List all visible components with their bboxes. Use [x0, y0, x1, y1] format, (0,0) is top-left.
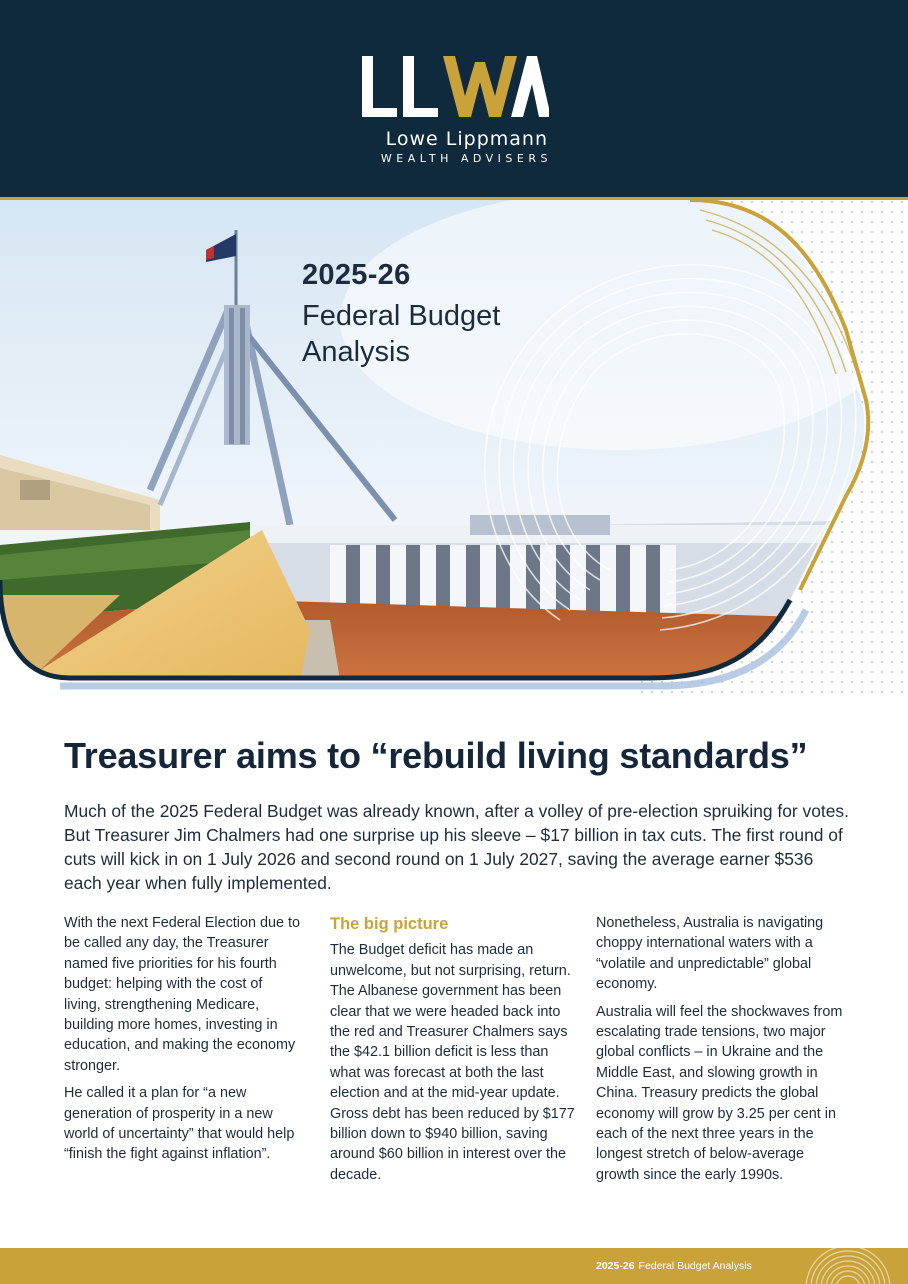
- article-column-2: [330, 913, 580, 1192]
- hero-banner: [0, 200, 908, 700]
- logo-tagline: WEALTH ADVISERS: [380, 152, 552, 165]
- column-3-paragraph-2: Australia will feel the shockwaves from escalating trade tensions, two major global conflicts – in Ukraine and the Middle East, and slowing growth in China. Treasury predicts the global economy will grow by 3.25 per cent in each of the next three years in the longest stretch of below-average growth since the early 1990s.: [596, 1003, 843, 1183]
- hero-title-line-1: Federal Budget: [302, 300, 501, 332]
- logo-company-name: Lowe Lippmann: [385, 128, 548, 150]
- article-intro: Much of the 2025 Federal Budget was already known, after a volley of pre-election spruiking for votes. But Treasurer Jim Chalmers had one surprise up his sleeve – $17 billion in tax cuts. The first round of cuts will kick in on 1 July 2026 and second round on 1 July 2027, saving the average earner $536 each year when fully implemented.: [64, 801, 849, 893]
- hero-title: [302, 259, 500, 370]
- hero-title-line-2: Analysis: [302, 336, 410, 368]
- footer-swirl-decoration: [778, 1248, 908, 1284]
- company-logo: [356, 52, 552, 165]
- footer-title: Federal Budget Analysis: [638, 1260, 752, 1272]
- footer-year: 2025-26: [596, 1260, 635, 1272]
- column-2-paragraph-1: The Budget deficit has made an unwelcome, but not surprising, return. The Albanese government has been clear that we were headed back into the red and Treasurer Chalmers says the $42.1 billion deficit is less than what was forecast at both the last election and at the mid-year update. Gross debt has been reduced by $177 billion down to $940 billion, saving around $60 billion in interest over the decade.: [330, 942, 575, 1183]
- page-footer: [0, 1248, 908, 1284]
- page-header: [0, 0, 908, 197]
- column-1-paragraph-2: He called it a plan for “a new generation of prosperity in a new world of uncertainty” that would help “finish the fight against inflation”.: [64, 1085, 295, 1163]
- llwa-logo-mark: [359, 52, 549, 118]
- section-heading-big-picture: The big picture: [330, 915, 449, 933]
- column-1-paragraph-1: With the next Federal Election due to be called any day, the Treasurer named five priorities for his fourth budget: helping with the cost of living, strengthening Medicare, building more homes, investing in education, and making the economy stronger.: [64, 915, 300, 1074]
- article-headline: Treasurer aims to “rebuild living standards”: [64, 735, 808, 776]
- article-column-1: [64, 913, 302, 1172]
- column-3-paragraph-1: Nonetheless, Australia is navigating choppy international waters with a “volatile and unpredictable” global economy.: [596, 915, 824, 993]
- hero-year: 2025-26: [302, 259, 411, 291]
- footer-label: [596, 1260, 752, 1272]
- article-column-3: [596, 913, 846, 1192]
